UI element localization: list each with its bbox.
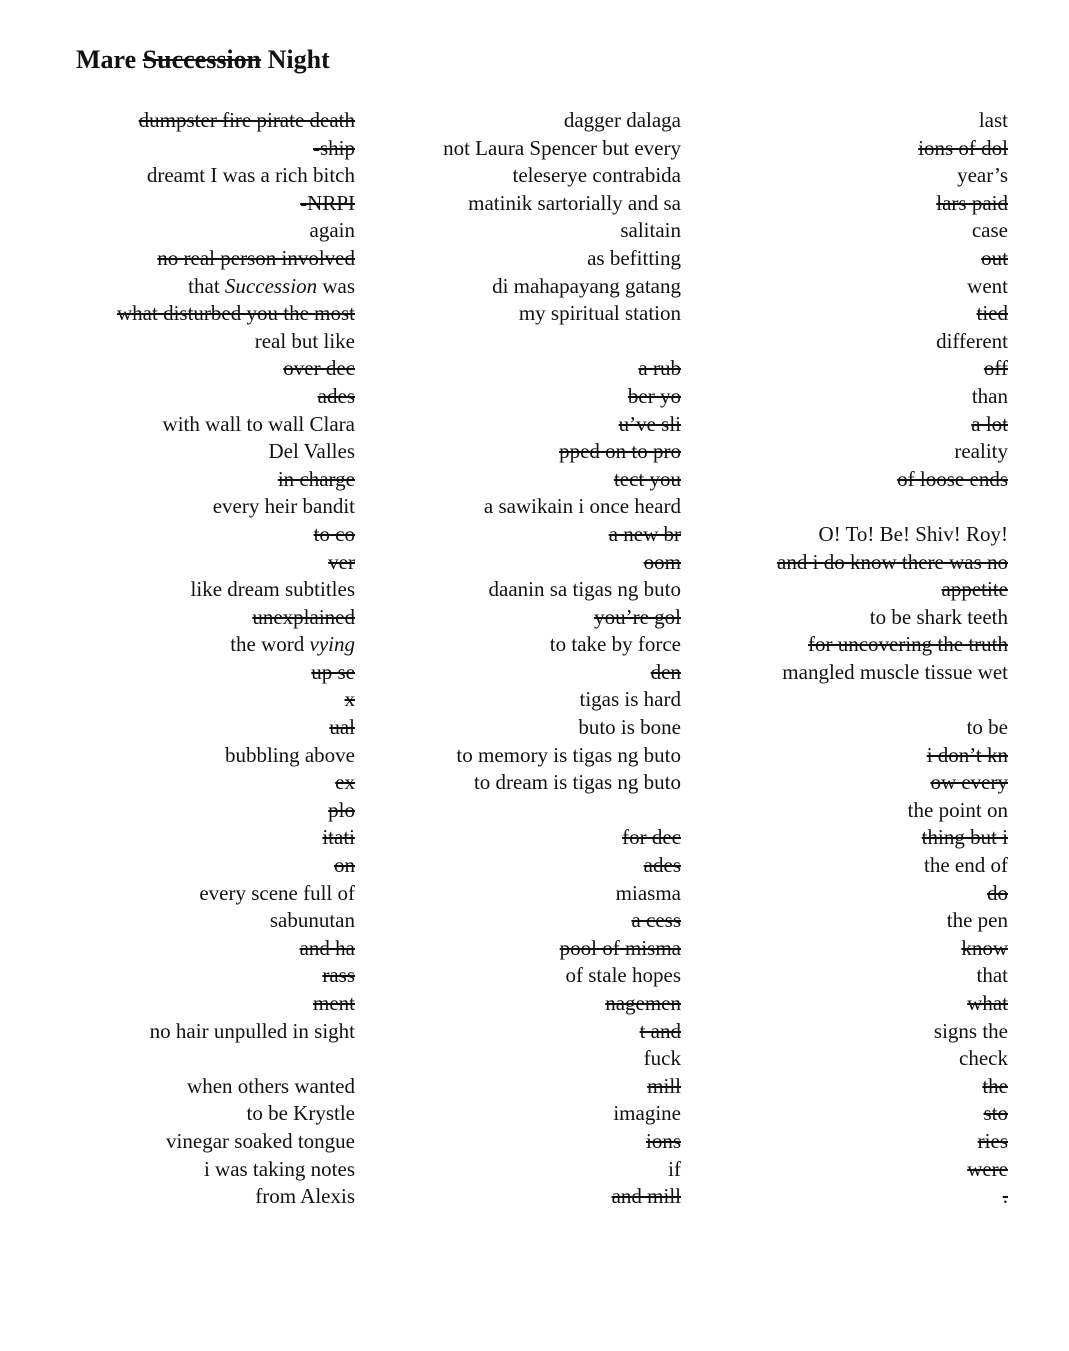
struck-line: ual [329, 715, 355, 740]
struck-line: ions of dol [918, 135, 1008, 160]
struck-line: and mill [611, 1184, 681, 1209]
struck-line: tect you [613, 466, 681, 491]
struck-line: pped on to pro [559, 439, 681, 464]
poem-line: vinegar soaked tongue [166, 1128, 355, 1153]
poem-line: fuck [643, 1046, 681, 1071]
struck-line: ow every [930, 770, 1008, 795]
poem-line [361, 328, 681, 356]
struck-line: and i do know there was no [777, 549, 1008, 574]
poem-line: went [967, 273, 1008, 298]
struck-line: on [334, 853, 355, 878]
struck-line: ber yo [627, 383, 681, 408]
title-word-night: Night [261, 45, 330, 74]
struck-line: tied [976, 301, 1008, 326]
poem-line: dagger dalaga [563, 108, 681, 132]
line-fragment: the word [230, 632, 310, 657]
poem-line: not Laura Spencer but every [443, 135, 681, 160]
struck-line: a rub [638, 356, 681, 381]
poem-line: to be shark teeth [869, 604, 1008, 629]
poem-line: to be [966, 715, 1008, 740]
struck-line: what [967, 991, 1008, 1015]
poem-line [55, 273, 355, 301]
struck-line: what disturbed you the most [117, 301, 355, 326]
struck-line: for uncovering the truth [807, 632, 1008, 657]
struck-line: ries [977, 1128, 1008, 1153]
poem-line [55, 631, 355, 659]
poem-line: different [936, 328, 1008, 353]
struck-line: pool of misma [559, 935, 681, 960]
poem-line [678, 686, 1008, 714]
struck-line: no real person involved [157, 245, 355, 270]
struck-line: in charge [277, 466, 355, 491]
struck-line: . [1002, 1184, 1008, 1209]
poem-line: miasma [615, 880, 681, 905]
struck-line: up se [311, 659, 355, 684]
poem-line: check [959, 1046, 1008, 1071]
poem-line: as befitting [587, 245, 681, 270]
struck-line: out [981, 245, 1008, 270]
poem-line: daanin sa tigas ng buto [488, 577, 681, 602]
poem-line: if [668, 1156, 681, 1181]
poem-line: bubbling above [224, 742, 355, 767]
poem-line: to memory is tigas ng buto [456, 742, 681, 767]
struck-line: know [961, 935, 1008, 960]
poem-line: reality [954, 439, 1008, 464]
poem-line: sabunutan [269, 908, 355, 933]
poem-line: real but like [254, 328, 355, 353]
struck-line: to co [313, 521, 355, 546]
struck-line: -NRPI [300, 190, 355, 215]
struck-line: off [983, 356, 1008, 381]
poem-column-2 [361, 107, 681, 1211]
struck-line: you’re gol [594, 604, 681, 629]
poem-line: to take by force [549, 632, 681, 657]
poem-line [55, 1045, 355, 1073]
struck-line: ver [328, 549, 355, 574]
struck-line: do [987, 880, 1008, 905]
struck-line: ades [643, 853, 681, 878]
poem-line: again [309, 218, 355, 243]
italic-word: Succession [224, 273, 318, 298]
struck-line: lars paid [936, 190, 1008, 215]
poem-line: from Alexis [255, 1184, 355, 1209]
struck-line: a cess [631, 908, 681, 933]
poem-line: matinik sartorially and sa [468, 190, 681, 215]
title-struck-word: Succession [142, 45, 262, 74]
struck-line: and ha [299, 935, 355, 960]
struck-line: x [344, 687, 355, 712]
poem-line: to be Krystle [246, 1101, 355, 1126]
struck-line: plo [328, 797, 355, 822]
poem-line: every heir bandit [212, 494, 355, 519]
poem-line: last [978, 108, 1008, 132]
poem-line: my spiritual station [518, 301, 681, 326]
poem-title [76, 42, 330, 78]
struck-line: mill [647, 1073, 681, 1098]
poem-line: than [971, 383, 1008, 408]
struck-line: ex [335, 770, 355, 795]
title-word-mare: Mare [76, 45, 143, 74]
poem-line: the pen [946, 908, 1008, 933]
struck-line: itati [322, 825, 355, 850]
struck-line: nagemen [605, 991, 681, 1015]
poem-line: buto is bone [578, 715, 681, 740]
struck-line: over dec [283, 356, 355, 381]
poem-line: the end of [924, 853, 1008, 878]
poem-line: that [976, 963, 1008, 988]
poem-line [361, 797, 681, 825]
poem-line: dreamt I was a rich bitch [146, 163, 355, 188]
struck-line: u’ve sli [618, 411, 681, 436]
poem-line: mangled muscle tissue wet [782, 659, 1008, 684]
struck-line: of loose ends [897, 466, 1008, 491]
poem-line: like dream subtitles [190, 577, 355, 602]
struck-line: oom [643, 549, 681, 574]
struck-line: dumpster fire pirate death [138, 108, 355, 132]
struck-line: -ship [313, 135, 355, 160]
struck-line: sto [983, 1101, 1008, 1126]
struck-line: thing but i [921, 825, 1008, 850]
poem-line: no hair unpulled in sight [149, 1018, 355, 1043]
poem-line: di mahapayang gatang [492, 273, 681, 298]
poem-line: to dream is tigas ng buto [473, 770, 681, 795]
poem-line: of stale hopes [565, 963, 681, 988]
poem-line [678, 493, 1008, 521]
struck-line: a new br [608, 521, 681, 546]
struck-line: ment [313, 991, 355, 1015]
poem-line: case [971, 218, 1008, 243]
italic-word: vying [309, 632, 355, 657]
line-fragment: that [188, 273, 225, 298]
poem-line: year’s [957, 163, 1008, 188]
poem-line: imagine [613, 1101, 681, 1126]
struck-line: appetite [941, 577, 1008, 602]
poem-line: with wall to wall Clara [162, 411, 355, 436]
poem-line: tigas is hard [579, 687, 681, 712]
struck-line: den [650, 659, 681, 684]
struck-line: t and [639, 1018, 681, 1043]
struck-line: ions [645, 1128, 681, 1153]
struck-line: for dec [622, 825, 681, 850]
poem-line: every scene full of [199, 880, 355, 905]
struck-line: rass [322, 963, 355, 988]
poem-line: the point on [907, 797, 1008, 822]
poem-line: a sawikain i once heard [483, 494, 681, 519]
line-fragment: was [317, 273, 355, 298]
struck-line: unexplained [252, 604, 355, 629]
poem-line: salitain [620, 218, 681, 243]
poem-line: i was taking notes [203, 1156, 355, 1181]
poem-line: when others wanted [187, 1073, 355, 1098]
poem-line: signs the [933, 1018, 1008, 1043]
poem-line: O! To! Be! Shiv! Roy! [818, 521, 1008, 546]
poem-column-3 [678, 107, 1008, 1211]
struck-line: were [967, 1156, 1008, 1181]
struck-line: ades [317, 383, 355, 408]
poem-line: teleserye contrabida [512, 163, 681, 188]
poem-column-1 [55, 107, 355, 1211]
struck-line: a lot [971, 411, 1008, 436]
poem-line: Del Valles [268, 439, 355, 464]
struck-line: i don’t kn [926, 742, 1008, 767]
struck-line: the [982, 1073, 1008, 1098]
